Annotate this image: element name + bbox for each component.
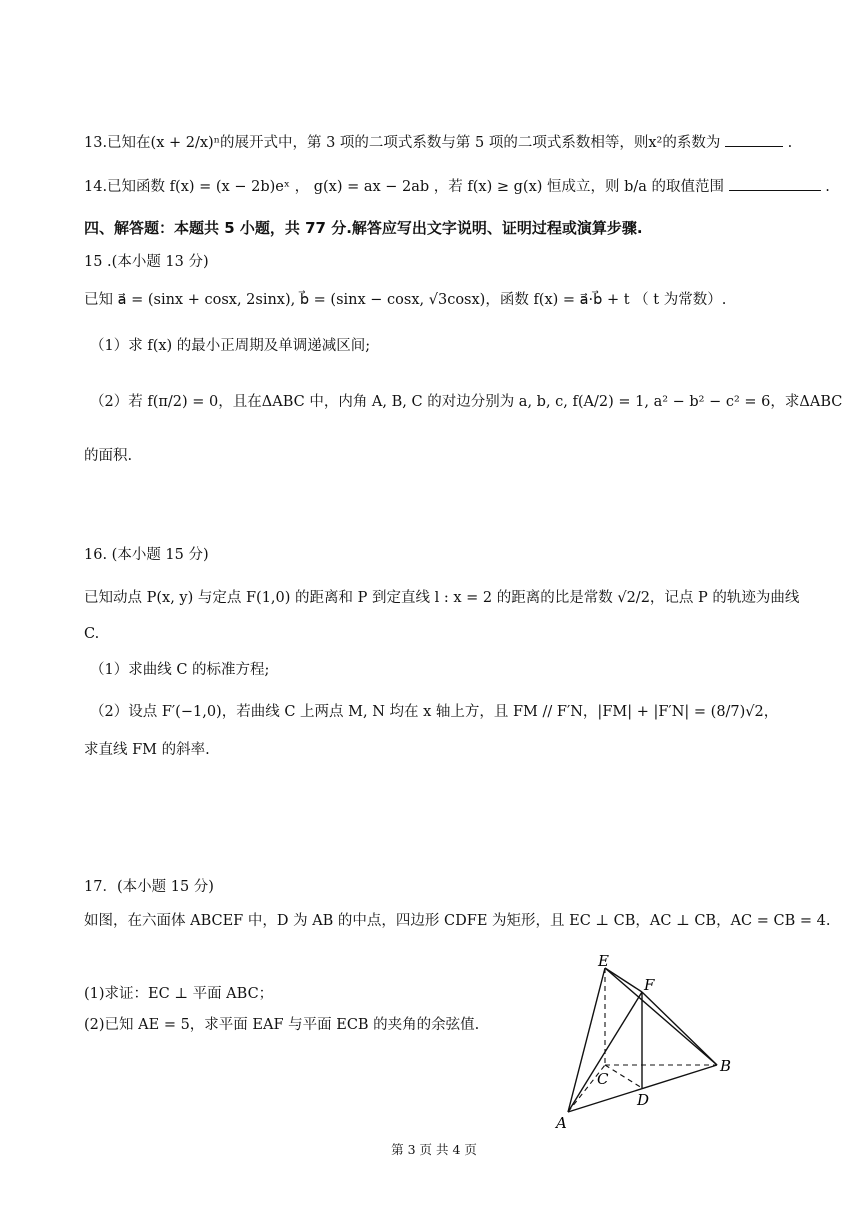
- q17-part2: (2)已知 AE = 5，求平面 EAF 与平面 ECB 的夹角的余弦值.: [84, 1017, 480, 1033]
- q13-answer-blank[interactable]: [725, 132, 783, 147]
- q16-part2-cont: 求直线 FM 的斜率.: [84, 742, 210, 758]
- question-13: [84, 132, 792, 153]
- q15-stem: 已知 a⃗ = (sinx + cosx, 2sinx), b⃗ = (sinx − cosx, √3cosx)，函数 f(x) = a⃗·b⃗ + t （ t 为常数）.: [84, 292, 727, 308]
- q13-end: .: [787, 135, 793, 151]
- q16-stem: 已知动点 P(x, y) 与定点 F(1,0) 的距离和 P 到定直线 l : x = 2 的距离的比是常数 √2/2，记点 P 的轨迹为曲线: [84, 590, 800, 606]
- q16-stem-cont: C.: [84, 626, 100, 642]
- label-A: A: [556, 1114, 567, 1132]
- page-footer: 第 3 页 共 4 页: [391, 1142, 477, 1157]
- q17-part1: (1)求证：EC ⊥ 平面 ABC；: [84, 986, 274, 1002]
- label-D: D: [637, 1091, 650, 1109]
- q16-header: 16. (本小题 15 分): [84, 547, 209, 563]
- q17-header: 17．(本小题 15 分): [84, 879, 214, 895]
- q16-part1: （1）求曲线 C 的标准方程;: [90, 662, 270, 678]
- q15-part2-cont: 的面积.: [84, 448, 133, 464]
- q15-header: 15 .(本小题 13 分): [84, 254, 209, 270]
- q14-end: .: [825, 179, 830, 195]
- q14-text: 14.已知函数 f(x) = (x − 2b)eˣ ， g(x) = ax − 2ab ，若 f(x) ≥ g(x) 恒成立，则 b/a 的取值范围: [84, 179, 725, 195]
- label-E: E: [598, 952, 609, 970]
- hexahedron-figure: [540, 950, 750, 1135]
- q16-part2: （2）设点 F′(−1,0)，若曲线 C 上两点 M, N 均在 x 轴上方，且 FM // F′N，|FM| + |F′N| = (8/7)√2，: [90, 704, 779, 720]
- q13-text: 13.已知在(x + 2/x)ⁿ的展开式中，第 3 项的二项式系数与第 5 项的二项式系数相等，则x²的系数为: [84, 135, 721, 151]
- q15-part2: （2）若 f(π/2) = 0，且在ΔABC 中，内角 A, B, C 的对边分别为 a, b, c, f(A/2) = 1, a² − b² − c² = 6，求ΔABC: [90, 394, 843, 410]
- section-4-title: 四、解答题：本题共 5 小题，共 77 分.解答应写出文字说明、证明过程或演算步骤.: [84, 219, 643, 237]
- label-F: F: [644, 976, 655, 994]
- question-14: [84, 176, 830, 197]
- label-B: B: [720, 1057, 732, 1075]
- q14-answer-blank[interactable]: [729, 176, 821, 191]
- label-C: C: [597, 1070, 609, 1088]
- q17-stem: 如图，在六面体 ABCEF 中，D 为 AB 的中点，四边形 CDFE 为矩形，且 EC ⊥ CB，AC ⊥ CB，AC = CB = 4.: [84, 913, 831, 929]
- q15-part1: （1）求 f(x) 的最小正周期及单调递减区间;: [90, 338, 371, 354]
